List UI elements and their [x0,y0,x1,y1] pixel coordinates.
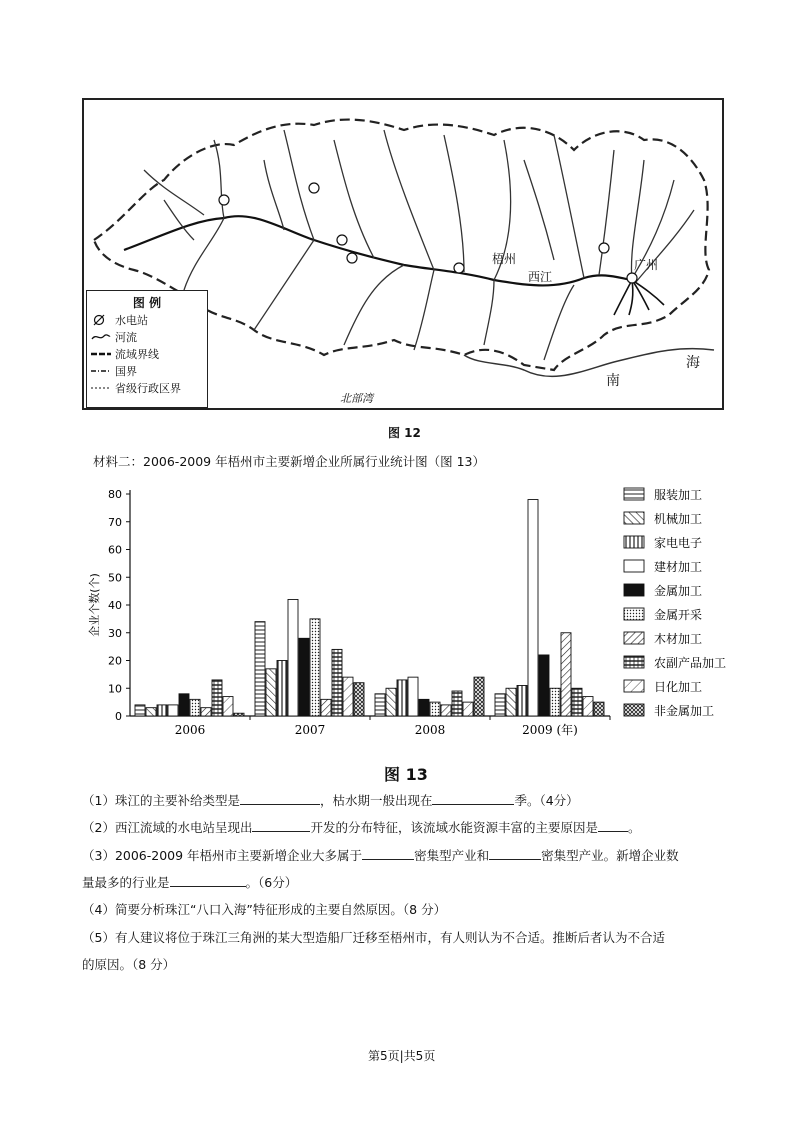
bar [528,500,538,716]
map-label-beibu-gulf: 北部湾 [340,392,373,405]
legend-label: 流域界线 [115,347,159,361]
bar [179,694,189,716]
answer-blank[interactable] [170,874,246,887]
bar [474,677,484,716]
legend-swatch [624,512,644,524]
figure-12-caption: 图 12 [388,426,421,440]
legend-swatch [624,608,644,620]
bar [430,702,440,716]
river-delta [614,280,664,315]
bar [277,661,287,717]
bar [452,691,462,716]
bar [463,702,473,716]
bar [255,622,265,716]
y-tick-label: 20 [108,654,122,668]
bar [539,655,549,716]
legend-label: 水电站 [115,313,148,327]
legend-label: 建材加工 [654,560,703,574]
answer-blank[interactable] [362,847,414,860]
legend-swatch [624,680,644,692]
legend-label: 家电电子 [654,536,703,550]
bar [135,705,145,716]
bar-chart [80,480,760,750]
legend-swatch [624,632,644,644]
legend-item [87,362,207,379]
answer-blank[interactable] [240,792,320,805]
bar [299,638,309,716]
question-4: （4）简要分析珠江“八口入海”特征形成的主要自然原因。（8 分） [82,902,447,917]
q1-text-c: 季。（4分） [514,793,579,808]
bar [397,680,407,716]
q3-text-e: 。（6分） [245,875,298,890]
chart-plot-area [87,488,610,737]
q2-text-a: （2）西江流域的水电站呈现出 [82,820,253,835]
question-2 [82,819,641,836]
chart-legend [624,487,726,718]
legend-swatch [624,584,644,596]
bar [201,708,211,716]
page-footer: 第5页|共5页 [368,1049,436,1063]
bar [310,619,320,716]
bar [332,649,342,716]
map-label-guangzhou: 广州 [634,258,659,272]
answer-blank[interactable] [432,792,514,805]
legend-swatch [624,536,644,548]
map-label-hai: 海 [686,355,700,371]
tributaries [144,130,694,360]
provincial-boundary-icon [91,382,111,394]
y-tick-label: 50 [108,571,122,585]
figure-13-caption: 图 13 [384,765,428,784]
legend-label: 服装加工 [654,488,703,502]
hydropower-station-icon [91,314,111,326]
question-3 [82,847,679,864]
bar [321,699,331,716]
legend-swatch [624,488,644,500]
legend-title: 图 例 [132,296,162,310]
bar [212,680,222,716]
bar [561,633,571,716]
q2-text-c: 。 [627,820,641,835]
material-2-text: 材料二：2006-2009 年梧州市主要新增企业所属行业统计图（图 13） [93,454,485,469]
q2-text-b: 开发的分布特征，该流域水能资源丰富的主要原因是 [310,820,598,835]
legend-label: 木材加工 [654,632,703,646]
y-tick-label: 80 [108,488,122,501]
map-label-wuzhou: 梧州 [492,252,517,266]
map-label-xijiang: 西江 [528,270,553,284]
legend-item [87,328,207,345]
bar [419,699,429,716]
bar [354,683,364,716]
y-axis-label: 企业个数(个) [88,573,101,637]
map-legend [86,290,208,408]
bar [594,702,604,716]
legend-label: 农副产品加工 [654,656,727,670]
bar [146,708,156,716]
answer-blank[interactable] [252,819,310,832]
legend-label: 非金属加工 [654,704,715,718]
bar [550,688,560,716]
q1-text-b: ，枯水期一般出现在 [319,793,433,808]
river-line-icon [91,331,111,343]
bar [386,688,396,716]
legend-swatch [624,560,644,572]
q1-text-a: （1）珠江的主要补给类型是 [82,793,240,808]
legend-label: 河流 [115,330,137,344]
legend-item [87,379,207,396]
bar [157,705,167,716]
y-tick-label: 10 [108,682,122,696]
y-tick-label: 30 [108,626,122,640]
bar [517,685,527,716]
bar [343,677,353,716]
bar [223,697,233,716]
y-tick-label: 0 [115,710,122,723]
legend-label: 金属加工 [654,584,703,598]
question-3-continued [82,874,297,891]
bar [441,705,451,716]
q3-text-d: 量最多的行业是 [82,875,170,890]
bar [572,688,582,716]
bar [495,694,505,716]
legend-swatch [624,656,644,668]
main-river [124,216,632,285]
bar [375,694,385,716]
bar [288,599,298,716]
legend-label: 省级行政区界 [115,381,181,395]
legend-item [87,345,207,362]
x-tick-label: 2006 [174,723,206,737]
y-tick-label: 70 [108,515,122,529]
bar [190,699,200,716]
y-tick-label: 60 [108,543,122,557]
bar [506,688,516,716]
legend-label: 机械加工 [654,512,703,526]
bar [168,705,178,716]
x-tick-label: 2007 [294,723,326,737]
question-5: （5）有人建议将位于珠江三角洲的某大型造船厂迁移至梧州市，有人则认为不合适。推断后者认为不合适 [82,930,665,945]
answer-blank[interactable] [598,819,628,832]
bar [408,677,418,716]
answer-blank[interactable] [489,847,541,860]
y-tick-label: 40 [108,599,122,612]
bar [266,669,276,716]
x-tick-label: 2009 (年) [522,723,578,737]
question-5-continued: 的原因。（8 分） [82,957,176,972]
question-1 [82,792,579,809]
q3-text-b: 密集型产业和 [414,848,490,863]
basin-boundary-icon [91,348,111,360]
legend-item [87,311,207,328]
legend-label: 日化加工 [654,680,703,694]
legend-label: 金属开采 [654,608,703,622]
bar [583,697,593,716]
q3-text-c: 密集型产业。新增企业数 [541,848,679,863]
bar [234,713,244,716]
q3-text-a: （3）2006-2009 年梧州市主要新增企业大多属于 [82,848,363,863]
map-label-nan: 南 [606,373,620,389]
x-tick-label: 2008 [414,723,446,737]
legend-label: 国界 [115,364,137,378]
national-border-icon [91,365,111,377]
legend-swatch [624,704,644,716]
